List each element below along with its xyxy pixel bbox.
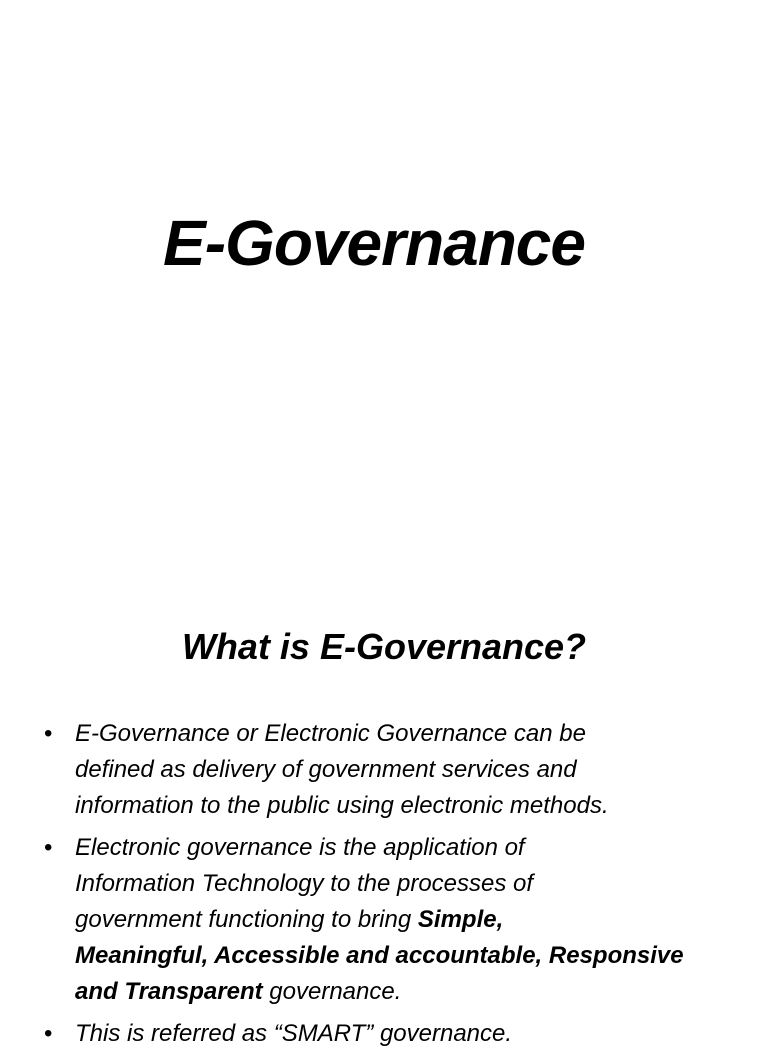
section-heading: What is E-Governance? [181, 626, 587, 667]
bullet-list [44, 716, 744, 1058]
bullet-2-bold-c: and Transparent [75, 978, 263, 1005]
bullet-3-text: This is referred as “SMART” governance. [75, 1020, 513, 1047]
bullet-2-line-2: Information Technology to the processes of [75, 870, 534, 897]
bullet-item [44, 1016, 744, 1052]
bullet-icon: • [44, 1020, 53, 1047]
bullet-1-line-3: information to the public using electronic methods. [75, 792, 609, 819]
bullet-2-line-3: government functioning to bring [75, 906, 418, 933]
bullet-icon: • [44, 834, 53, 861]
bullet-2-tail: governance. [262, 978, 402, 1005]
bullet-2-line-1: Electronic governance is the application of [75, 834, 525, 861]
bullet-1-line-2: defined as delivery of government services and [75, 756, 577, 783]
bullet-item [44, 716, 744, 824]
bullet-2-bold-b: Meaningful, Accessible and accountable, Responsive [75, 942, 684, 969]
bullet-icon: • [44, 720, 53, 747]
bullet-1-line-1: E-Governance or Electronic Governance can be [75, 720, 586, 747]
bullet-2-bold-a: Simple, [417, 906, 504, 933]
bullet-item [44, 830, 744, 1010]
slide-title: E-Governance [163, 207, 585, 279]
